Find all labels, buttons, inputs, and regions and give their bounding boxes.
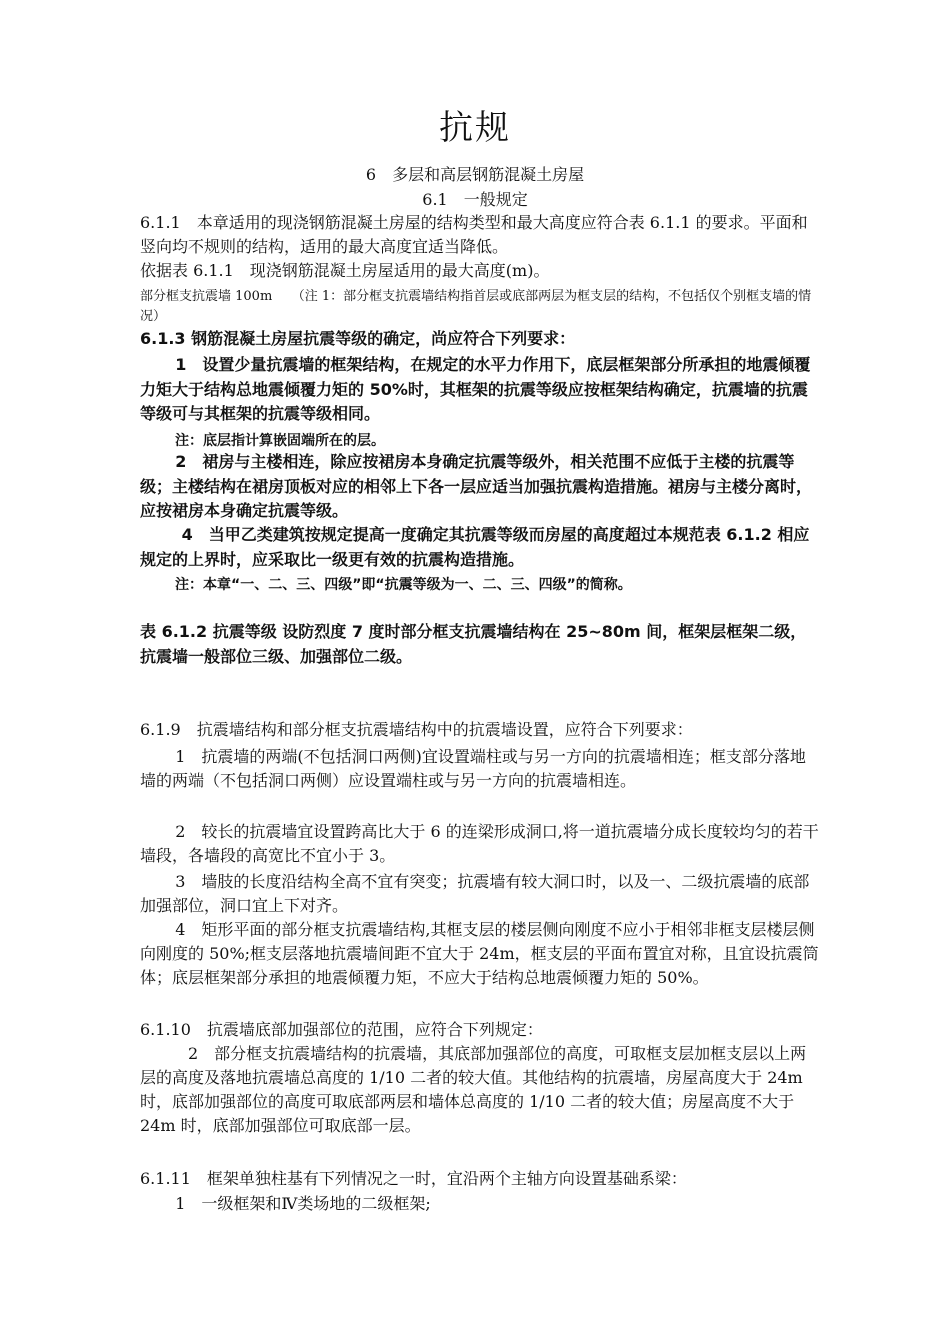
clause-6-1-10-heading: 6.1.10 抗震墙底部加强部位的范围，应符合下列规定： <box>140 1020 543 1039</box>
table-6-1-1-reference: 依据表 6.1.1 现浇钢筋混凝土房屋适用的最大高度(m)。 <box>140 261 550 280</box>
clause-6-1-11-item-1: 1 一级框架和Ⅳ类场地的二级框架; <box>175 1194 431 1213</box>
clause-6-1-9-item-3: 3 墙肢的长度沿结构全高不宜有突变；抗震墙有较大洞口时，以及一、二级抗震墙的底部加强部位，洞口宜上下对齐。 <box>140 872 810 915</box>
clause-6-1-3-note-2: 注：本章“一、二、三、四级”即“抗震等级为一、二、三、四级”的简称。 <box>175 577 632 593</box>
clause-6-1-3-heading: 6.1.3 钢筋混凝土房屋抗震等级的确定，尚应符合下列要求： <box>140 329 576 348</box>
chapter-heading: 6 多层和高层钢筋混凝土房屋 <box>365 165 585 184</box>
table-6-1-1-row: 部分框支抗震墙 100m （注 1：部分框支抗震墙结构指首层或底部两层为框支层的结构，不包括仅个别框支墙的情况） <box>140 289 812 324</box>
clause-6-1-9-item-4: 4 矩形平面的部分框支抗震墙结构,其框支层的楼层侧向刚度不应小于相邻非框支层楼层侧向刚度的 50%;框支层落地抗震墙间距不宜大于 24m，框支层的平面布置宜对称，且宜设抗震筒体；底层框架部分承担的地震倾覆力矩，不应大于结构总地震倾覆力矩的 50%。 <box>140 920 819 987</box>
clause-6-1-3-note-1: 注：底层指计算嵌固端所在的层。 <box>175 433 385 449</box>
section-heading: 6.1 一般规定 <box>422 190 528 209</box>
clause-6-1-3-item-1: 1 设置少量抗震墙的框架结构，在规定的水平力作用下，底层框架部分所承担的地震倾覆力矩大于结构总地震倾覆力矩的 50%时，其框架的抗震等级应按框架结构确定，抗震墙的抗震等级可与其框架的抗震等级相同。 <box>140 355 811 423</box>
clause-6-1-9-item-2: 2 较长的抗震墙宜设置跨高比大于 6 的连梁形成洞口,将一道抗震墙分成长度较均匀的若干墙段，各墙段的高宽比不宜小于 3。 <box>140 822 819 865</box>
clause-6-1-9-heading: 6.1.9 抗震墙结构和部分框支抗震墙结构中的抗震墙设置，应符合下列要求： <box>140 720 693 739</box>
document-title: 抗规 <box>439 108 511 148</box>
paragraph-6-1-1: 6.1.1 本章适用的现浇钢筋混凝土房屋的结构类型和最大高度应符合表 6.1.1 的要求。平面和竖向均不规则的结构，适用的最大高度宜适当降低。 <box>140 213 808 256</box>
clause-6-1-9-item-1: 1 抗震墙的两端(不包括洞口两侧)宜设置端柱或与另一方向的抗震墙相连；框支部分落地墙的两端（不包括洞口两侧）应设置端柱或与另一方向的抗震墙相连。 <box>140 747 806 790</box>
clause-6-1-3-item-2: 2 裙房与主楼相连，除应按裙房本身确定抗震等级外，相关范围不应低于主楼的抗震等级；主楼结构在裙房顶板对应的相邻上下各一层应适当加强抗震构造措施。裙房与主楼分离时，应按裙房本身确定抗震等级。 <box>140 452 813 520</box>
clause-6-1-3-item-4: 4 当甲乙类建筑按规定提高一度确定其抗震等级而房屋的高度超过本规范表 6.1.2 相应规定的上界时，应采取比一级更有效的抗震构造措施。 <box>140 525 810 569</box>
clause-6-1-11-heading: 6.1.11 框架单独柱基有下列情况之一时，宜沿两个主轴方向设置基础系梁： <box>140 1169 687 1188</box>
clause-6-1-10-item-2: 2 部分框支抗震墙结构的抗震墙，其底部加强部位的高度，可取框支层加框支层以上两层的高度及落地抗震墙总高度的 1/10 二者的较大值。其他结构的抗震墙，房屋高度大于 24m 时，底部加强部位的高度可取底部两层和墙体总高度的 1/10 二者的较大值；房屋高度不大于 24m 时，底部加强部位可取底部一层。 <box>140 1044 807 1135</box>
table-6-1-2-summary: 表 6.1.2 抗震等级 设防烈度 7 度时部分框支抗震墙结构在 25~80m 间，框架层框架二级，抗震墙一般部位三级、加强部位二级。 <box>140 622 807 666</box>
